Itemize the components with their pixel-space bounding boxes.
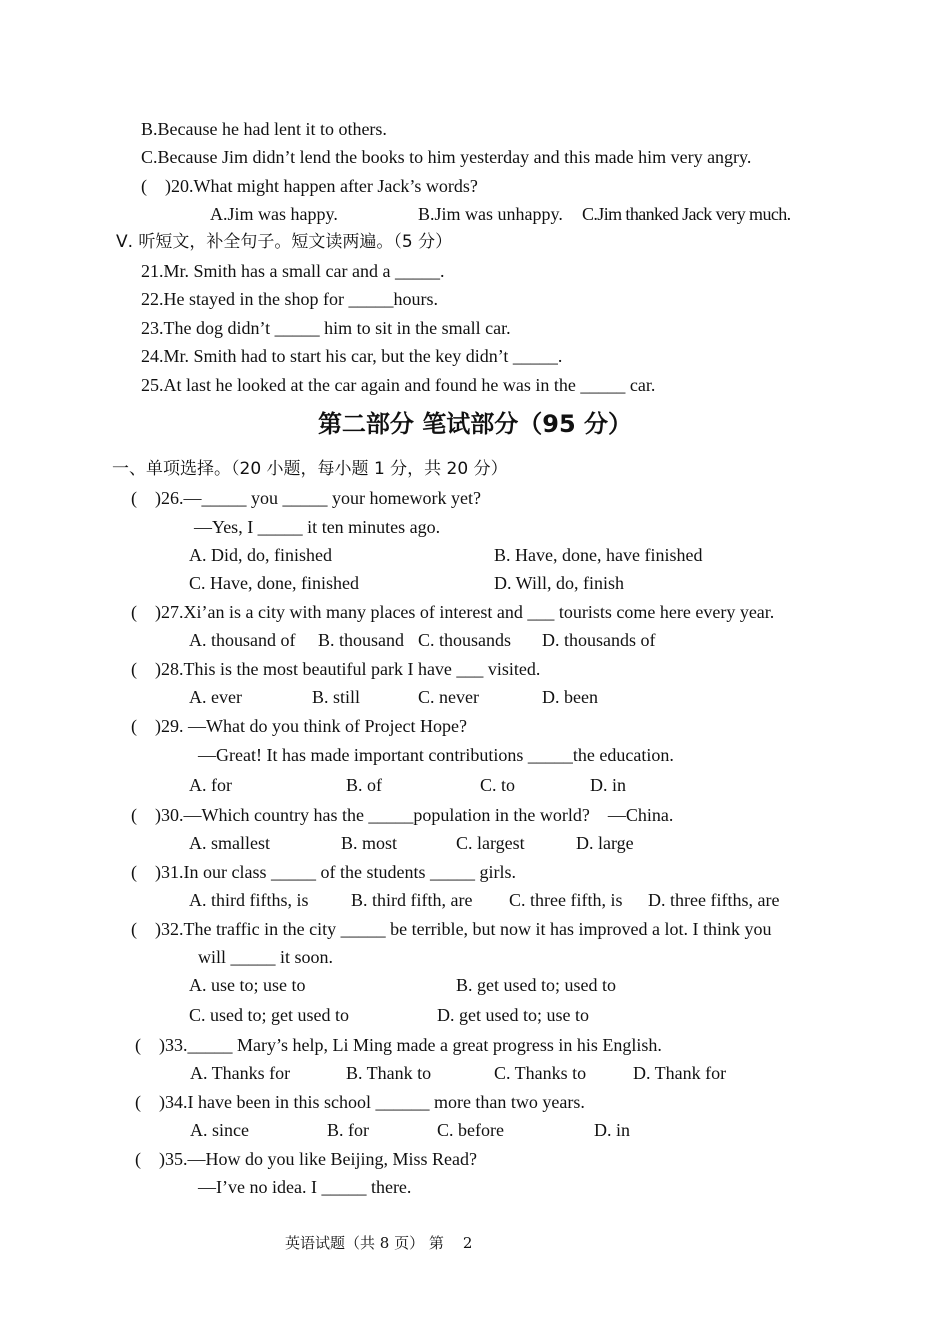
q35-stem: ( )35.—How do you like Beijing, Miss Read? (135, 1149, 477, 1169)
q20-option-c: C.Jim thanked Jack very much. (582, 204, 791, 224)
q34-stem: ( )34.I have been in this school ______ more than two years. (135, 1092, 585, 1112)
q31-option-d: D. three fifths, are (648, 890, 780, 910)
q26-option-b: B. Have, done, have finished (494, 545, 703, 565)
q22: 22.He stayed in the shop for _____hours. (141, 289, 438, 309)
q33-option-b: B. Thank to (346, 1063, 432, 1083)
q30-option-b: B. most (341, 833, 398, 853)
q29-option-d: D. in (590, 775, 626, 795)
q30-option-a: A. smallest (189, 833, 270, 853)
q26-option-a: A. Did, do, finished (189, 545, 332, 565)
q29-option-c: C. to (480, 775, 516, 795)
q32-option-b: B. get used to; used to (456, 975, 616, 995)
part-2-title: 第二部分 笔试部分（95 分） (317, 410, 633, 438)
q19-option-b: B.Because he had lent it to others. (141, 119, 387, 139)
q33-option-c: C. Thanks to (494, 1063, 587, 1083)
q20-stem: ( )20.What might happen after Jack’s words? (141, 176, 478, 196)
section-1-heading: 一、单项选择。（20 小题，每小题 1 分，共 20 分） (112, 459, 508, 479)
q29-option-b: B. of (346, 775, 382, 795)
q31-stem: ( )31.In our class _____ of the students _____ girls. (131, 862, 516, 882)
q27-option-c: C. thousands (418, 630, 512, 650)
q34-option-c: C. before (437, 1120, 504, 1140)
q32-option-a: A. use to; use to (189, 975, 306, 995)
q28-option-a: A. ever (189, 687, 242, 707)
q32-option-c: C. used to; get used to (189, 1005, 349, 1025)
q31-option-b: B. third fifth, are (351, 890, 473, 910)
q28-stem: ( )28.This is the most beautiful park I have ___ visited. (131, 659, 541, 679)
q26-option-d: D. Will, do, finish (494, 573, 624, 593)
q31-option-a: A. third fifths, is (189, 890, 309, 910)
q27-option-d: D. thousands of (542, 630, 656, 650)
q28-option-c: C. never (418, 687, 479, 707)
q33-stem: ( )33._____ Mary’s help, Li Ming made a great progress in his English. (135, 1035, 662, 1055)
q29-stem-reply: —Great! It has made important contributions _____the education. (198, 745, 674, 765)
q35-stem-reply: —I’ve no idea. I _____ there. (198, 1177, 412, 1197)
section-5-heading: Ⅴ. 听短文，补全句子。短文读两遍。（5 分） (116, 232, 453, 252)
q33-option-a: A. Thanks for (190, 1063, 291, 1083)
q30-stem: ( )30.—Which country has the _____population in the world? —China. (131, 805, 674, 825)
q29-option-a: A. for (189, 775, 232, 795)
q31-option-c: C. three fifth, is (509, 890, 623, 910)
q28-option-d: D. been (542, 687, 598, 707)
q24: 24.Mr. Smith had to start his car, but the key didn’t _____. (141, 346, 563, 366)
q28-option-b: B. still (312, 687, 361, 707)
page-footer: 英语试题（共 8 页） 第 2 (285, 1234, 473, 1252)
q33-option-d: D. Thank for (633, 1063, 727, 1083)
q27-stem: ( )27.Xi’an is a city with many places of interest and ___ tourists come here every year. (131, 602, 775, 622)
q19-option-c: C.Because Jim didn’t lend the books to him yesterday and this made him very angry. (141, 147, 752, 167)
q32-option-d: D. get used to; use to (437, 1005, 589, 1025)
q26-stem: ( )26.—_____ you _____ your homework yet? (131, 488, 481, 508)
q25: 25.At last he looked at the car again and found he was in the _____ car. (141, 375, 656, 395)
q34-option-b: B. for (327, 1120, 369, 1140)
q32-stem-continued: will _____ it soon. (198, 947, 334, 967)
q27-option-a: A. thousand of (189, 630, 296, 650)
q32-stem: ( )32.The traffic in the city _____ be terrible, but now it has improved a lot. I think you (131, 919, 772, 939)
q29-stem: ( )29. —What do you think of Project Hope? (131, 716, 467, 736)
q30-option-d: D. large (576, 833, 634, 853)
q21: 21.Mr. Smith has a small car and a _____. (141, 261, 445, 281)
q26-option-c: C. Have, done, finished (189, 573, 359, 593)
q23: 23.The dog didn’t _____ him to sit in the small car. (141, 318, 511, 338)
q30-option-c: C. largest (456, 833, 525, 853)
q34-option-d: D. in (594, 1120, 630, 1140)
q34-option-a: A. since (190, 1120, 249, 1140)
q27-option-b: B. thousand (318, 630, 405, 650)
q20-option-a: A.Jim was happy. (210, 204, 338, 224)
q20-option-b: B.Jim was unhappy. (418, 204, 563, 224)
q26-stem-reply: —Yes, I _____ it ten minutes ago. (194, 517, 441, 537)
